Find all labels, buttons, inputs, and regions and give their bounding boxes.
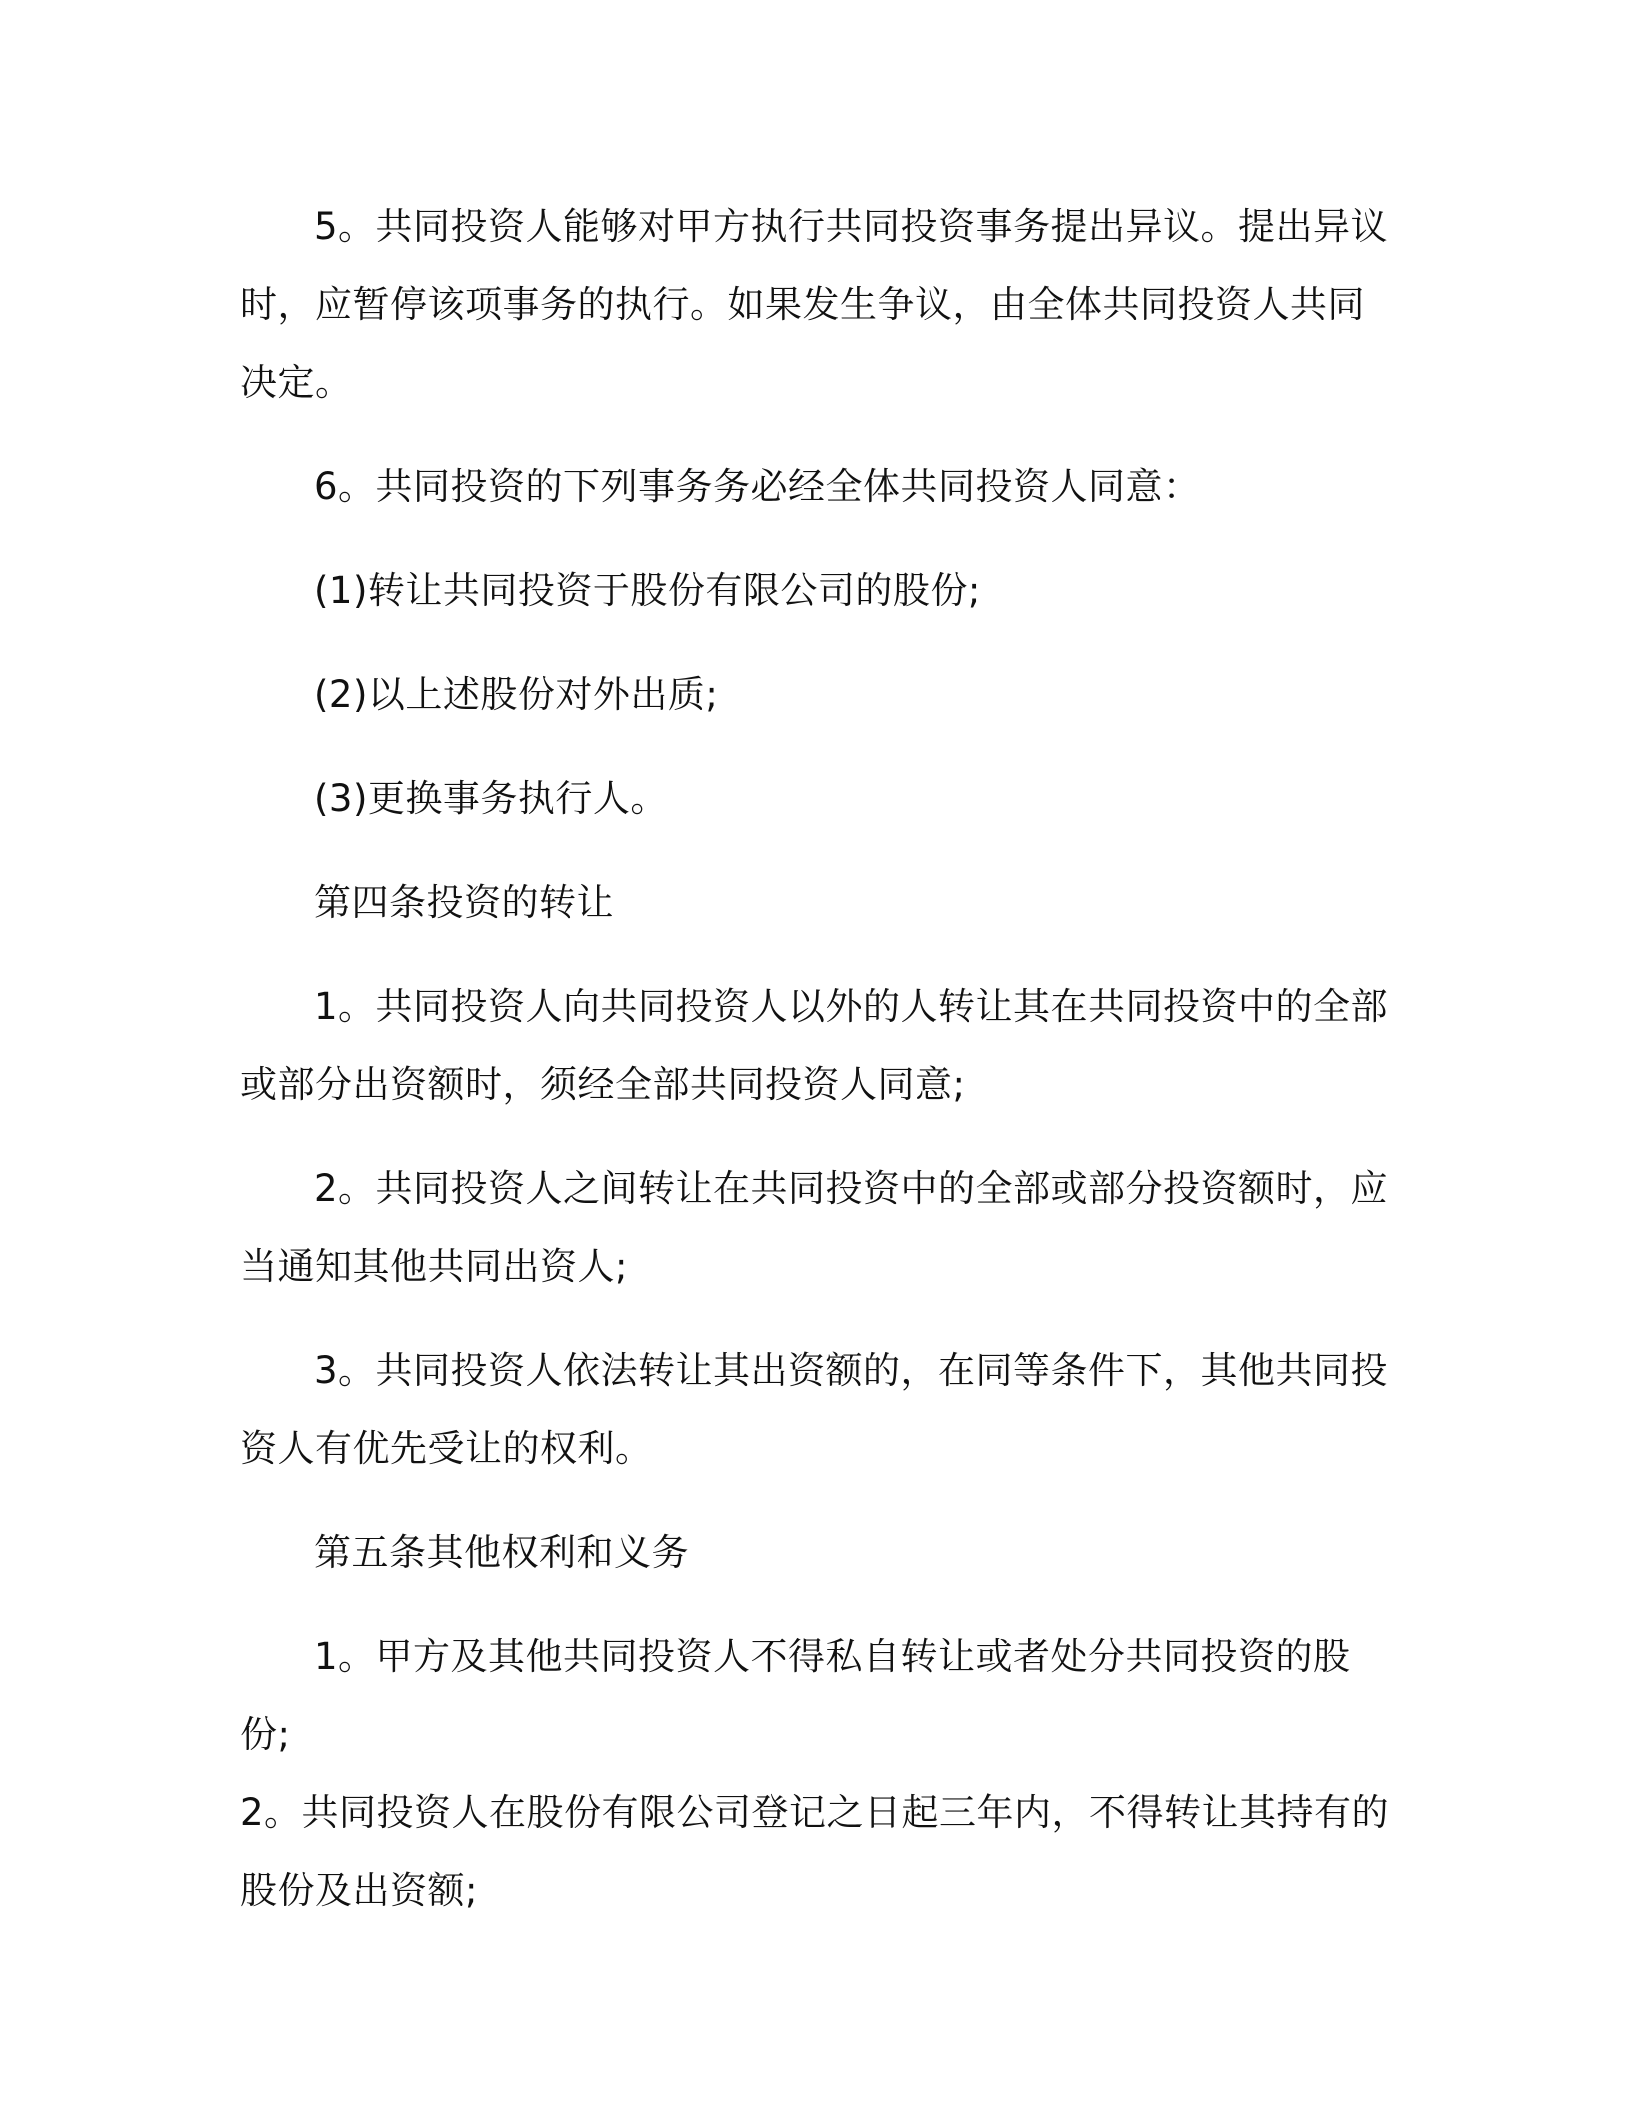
list-item-3: (3)更换事务执行人。: [314, 777, 668, 820]
document-body: [240, 188, 1400, 1930]
section-heading-5: 第五条其他权利和义务: [314, 1531, 689, 1574]
paragraph-transfer-1: 1。共同投资人向共同投资人以外的人转让其在共同投资中的全部或部分出资额时，须经全部共同投资人同意;: [240, 985, 1389, 1106]
paragraph-transfer-3: 3。共同投资人依法转让其出资额的，在同等条件下，其他共同投资人有优先受让的权利。: [240, 1349, 1389, 1470]
paragraph-5-objection: 5。共同投资人能够对甲方执行共同投资事务提出异议。提出异议时，应暂停该项事务的执行。如果发生争议，由全体共同投资人共同决定。: [240, 205, 1389, 404]
list-item-2: (2)以上述股份对外出质;: [314, 673, 719, 716]
paragraph-rights-1: 1。甲方及其他共同投资人不得私自转让或者处分共同投资的股份;: [240, 1635, 1351, 1756]
list-item-1: (1)转让共同投资于股份有限公司的股份;: [314, 569, 981, 612]
section-heading-4: 第四条投资的转让: [314, 881, 614, 924]
paragraph-transfer-2: 2。共同投资人之间转让在共同投资中的全部或部分投资额时，应当通知其他共同出资人;: [240, 1167, 1389, 1288]
paragraph-6-consent: 6。共同投资的下列事务务必经全体共同投资人同意：: [314, 465, 1201, 508]
paragraph-rights-2: 2。共同投资人在股份有限公司登记之日起三年内，不得转让其持有的股份及出资额;: [240, 1791, 1390, 1912]
